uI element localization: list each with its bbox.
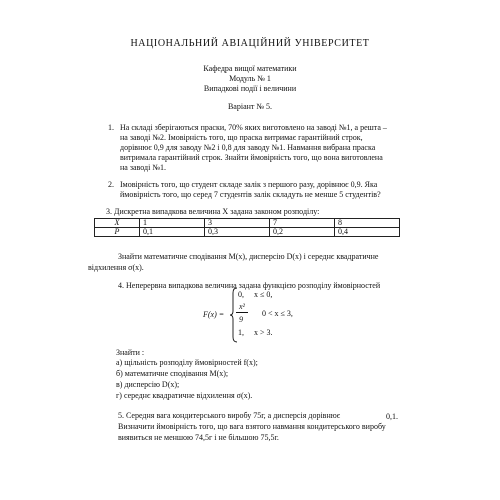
task5-line: Визначити ймовірність того, що вага взятого навмання кондитерського виробу [118, 422, 386, 431]
task3-line: відхилення σ(x). [88, 263, 144, 272]
task4-intro: 4. Неперервна випадкова величина задана функцією розподілу ймовірностей [118, 281, 381, 290]
task2-number: 2. [108, 180, 114, 189]
task1-line: На складі зберігаються праски, 70% яких виготовлено на заводі №1, а решта – [120, 123, 387, 132]
function-name: F(x) = [203, 310, 225, 319]
table-cell: 0,1 [140, 228, 205, 237]
table-cell: 3 [205, 219, 270, 228]
task1-number: 1. [108, 123, 114, 132]
task3-intro: 3. Дискретна випадкова величина X задана законом розподілу: [106, 207, 320, 216]
task1-line: на заводі №2. Імовірність того, що праска витримає гарантійний строк, [120, 133, 363, 142]
table-cell: X [95, 219, 140, 228]
table-row [95, 228, 400, 237]
module-number: Модуль № 1 [229, 74, 271, 83]
subtask-a: а) щільність розподілу ймовірностей f(x); [116, 358, 258, 367]
fraction-numerator: x² [239, 302, 245, 311]
table-cell: 0,2 [270, 228, 335, 237]
task2-line: Імовірність того, що студент складе залік з першого разу, дорівнює 0,9. Яка [120, 180, 378, 189]
distribution-table [94, 218, 400, 237]
task3-line: Знайти математичне сподівання M(x), дисперсію D(x) і середнє квадратичне [118, 252, 379, 261]
case-middle-condition: 0 < x ≤ 3, [262, 309, 293, 318]
table-cell: 8 [335, 219, 400, 228]
subtask-c: в) дисперсію D(x); [116, 380, 180, 389]
task5-line: 5. Середня вага кондитерського виробу 75г, а дисперсія дорівнює [118, 411, 341, 420]
task5-line: виявиться не меншою 74,5г і не більшою 75,5г. [118, 433, 279, 442]
subtask-b: б) математичне сподівання M(x); [116, 369, 229, 378]
table-cell: P [95, 228, 140, 237]
variant-number: Варіант № 5. [227, 102, 273, 111]
brace-icon [230, 287, 238, 343]
task1-line: витримала гарантійний строк. Знайти ймовірність того, що вона виготовлена [120, 153, 383, 162]
find-label: Знайти : [116, 348, 145, 357]
topic-title: Випадкові події і величини [203, 84, 297, 93]
table-cell: 7 [270, 219, 335, 228]
table-cell: 0,3 [205, 228, 270, 237]
fraction-bar [236, 312, 248, 313]
university-title: НАЦІОНАЛЬНИЙ АВІАЦІЙНИЙ УНІВЕРСИТЕТ [130, 38, 370, 49]
table-cell: 0,4 [335, 228, 400, 237]
subtask-d: г) середнє квадратичне відхилення σ(x). [116, 391, 253, 400]
table-row [95, 219, 400, 228]
case-one: 1, x > 3. [238, 328, 273, 337]
case-zero: 0, x ≤ 0, [238, 290, 273, 299]
task1-line: дорівнює 0,9 для заводу №2 і 0,8 для заводу №1. Навмання вибрана праска [120, 143, 376, 152]
table-cell: 1 [140, 219, 205, 228]
department-name: Кафедра вищої математики [203, 64, 297, 73]
task2-line: ймовірність того, що серед 7 студентів залік складуть не менше 5 студентів? [120, 190, 381, 199]
task1-line: на заводі №1. [120, 163, 166, 172]
fraction-denominator: 9 [239, 315, 243, 324]
task5-variance: 0,1. [386, 412, 398, 421]
